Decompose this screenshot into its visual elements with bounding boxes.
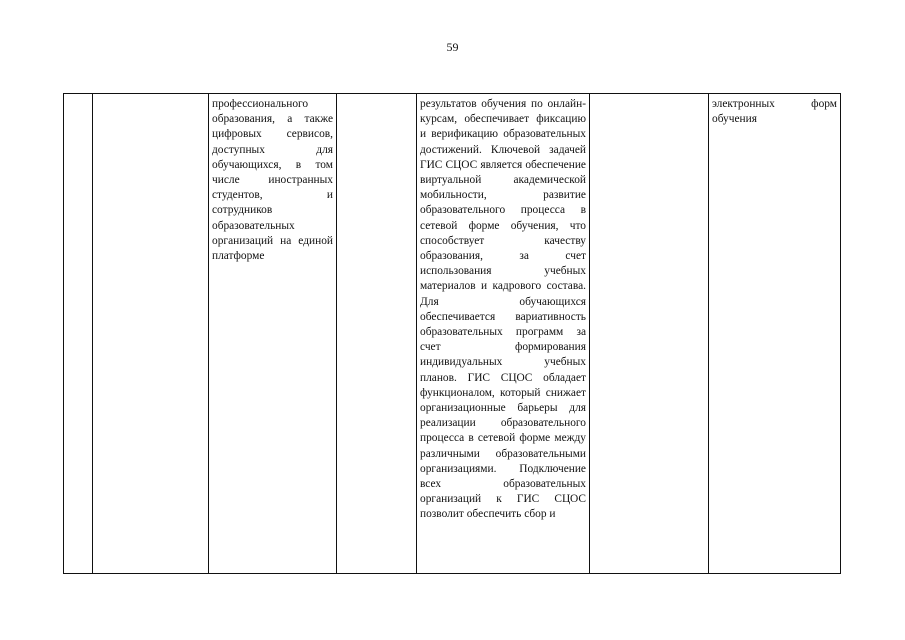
table-cell-col4 bbox=[337, 94, 417, 574]
cell-text-col3: профессионального образования, а также цифровых сервисов, доступных для обучающихся, в том числе иностранных студентов, и сотрудников образовательных организаций на единой платформе bbox=[212, 98, 333, 263]
table-cell-col2 bbox=[93, 94, 209, 574]
table-cell-col1 bbox=[64, 94, 93, 574]
cell-text-col7: электронных форм обучения bbox=[712, 98, 837, 126]
table-cell-col3 bbox=[209, 94, 337, 574]
table-cell-col5 bbox=[417, 94, 590, 574]
table-row bbox=[64, 94, 841, 574]
document-table bbox=[63, 93, 841, 574]
table-cell-col6 bbox=[590, 94, 709, 574]
cell-text-col5: результатов обучения по онлайн-курсам, обеспечивает фиксацию и верификацию образовательных достижений. Ключевой задачей ГИС СЦОС является обеспечение виртуальной академической мобильности, развитие образовательного процесса в сетевой форме обучения, что способствует качеству образования, за счет использования учебных материалов и кадрового состава. Для обучающихся обеспечивается вариативность образовательных программ за счет формирования индивидуальных учебных планов. ГИС СЦОС обладает функционалом, который снижает организационные барьеры для реализации образовательного процесса в сетевой форме между различными образовательными организациями. Подключение всех образовательных организаций к ГИС СЦОС позволит обеспечить сбор и bbox=[420, 98, 586, 521]
table-cell-col7 bbox=[709, 94, 841, 574]
page-number: 59 bbox=[446, 40, 459, 54]
